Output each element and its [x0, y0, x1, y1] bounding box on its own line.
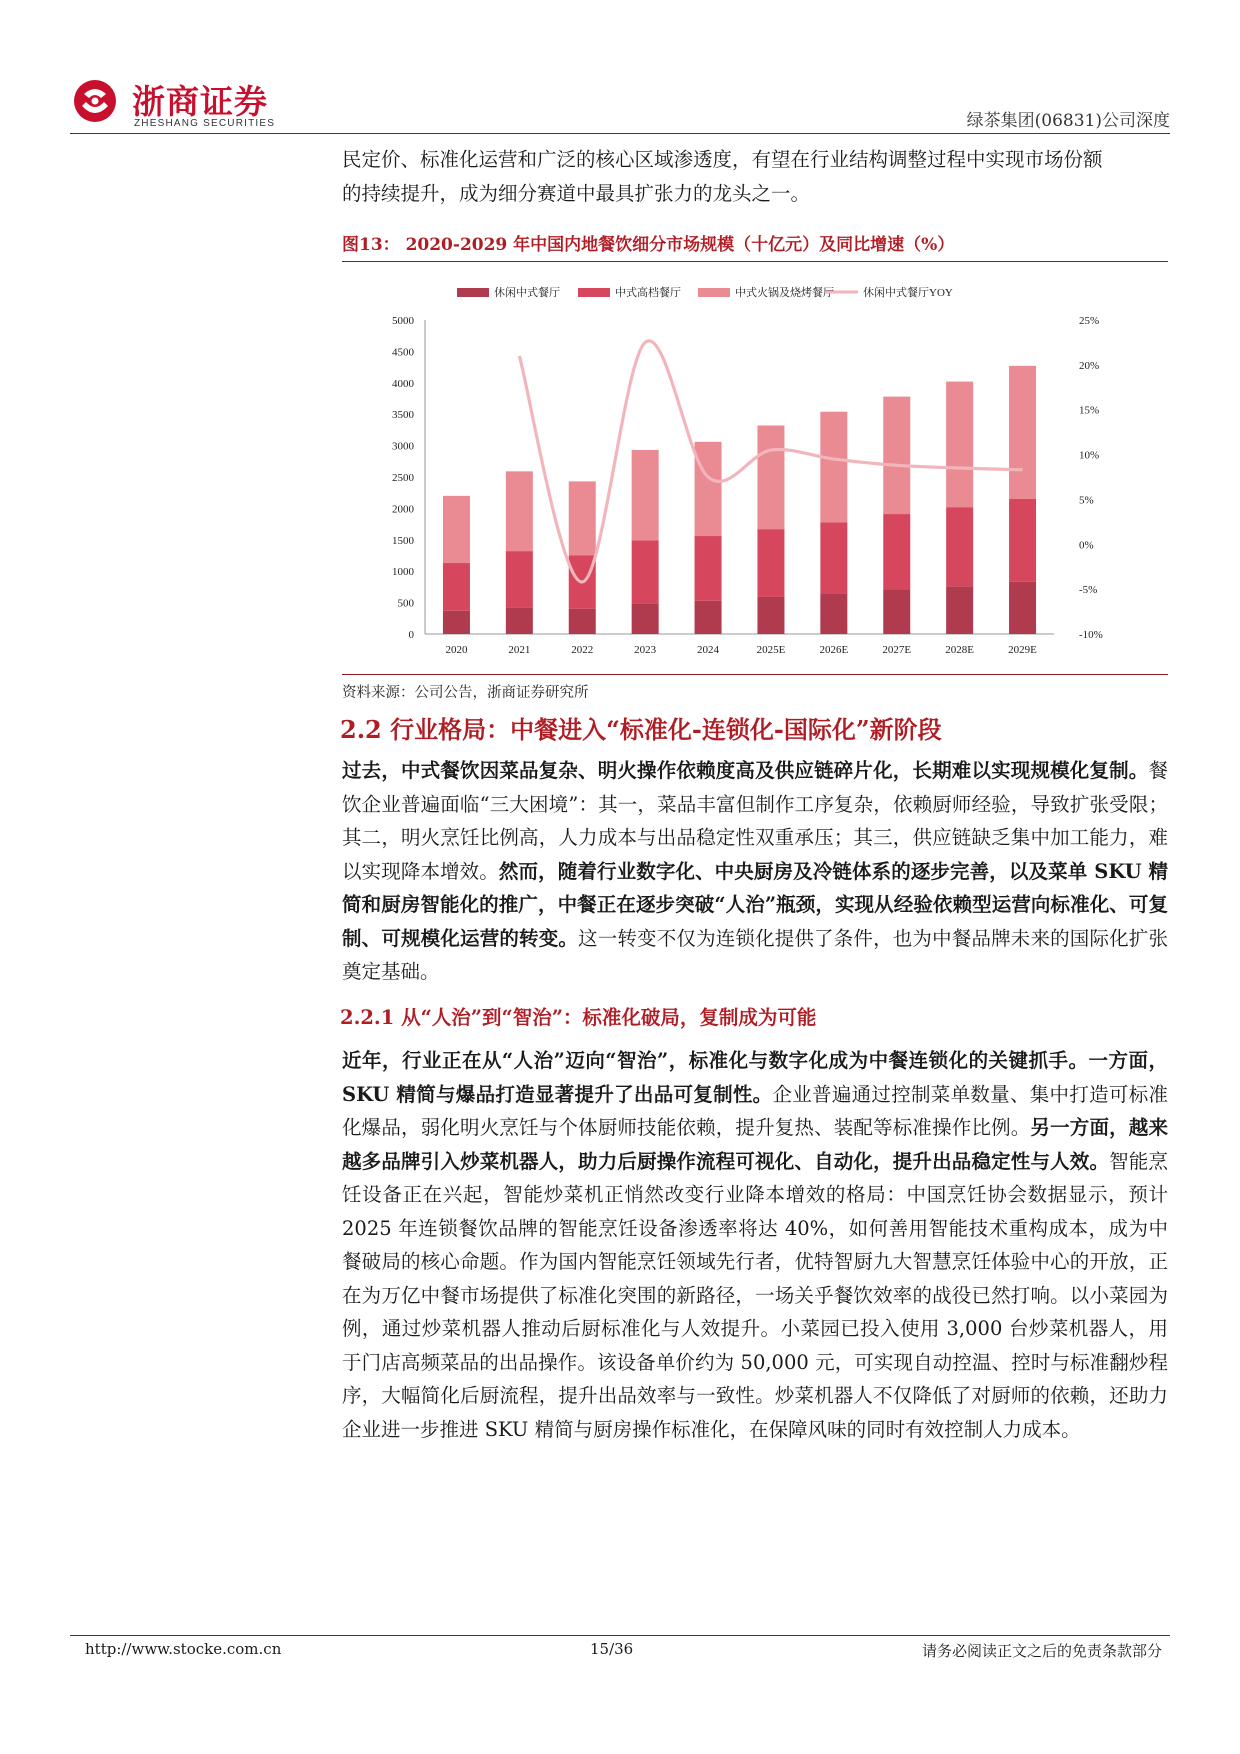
bar-segment-1: [632, 603, 659, 634]
x-tick-label: 2028E: [945, 644, 975, 656]
x-tick-label: 2026E: [819, 644, 849, 656]
y-tick-label-left: 5000: [392, 315, 414, 327]
x-tick-label: 2020: [445, 644, 468, 656]
bar-segment-2: [946, 507, 973, 586]
intro-line-1: 民定价、标准化运营和广泛的核心区域渗透度，有望在行业结构调整过程中实现市场份额: [342, 148, 1103, 171]
bar-segment-1: [695, 601, 722, 634]
y-tick-label-left: 1500: [392, 534, 414, 547]
bar-segment-3: [695, 442, 722, 536]
page-number: 15/36: [590, 1640, 634, 1658]
legend-swatch-2: [578, 288, 610, 297]
x-tick-label: 2021: [508, 644, 531, 656]
bar-segment-2: [506, 551, 533, 608]
bar-segment-1: [506, 608, 533, 634]
bar-segment-1: [1009, 582, 1036, 634]
bar-segment-3: [757, 426, 784, 530]
footer-url: http://www.stocke.com.cn: [85, 1640, 282, 1658]
y-tick-label-left: 0: [408, 629, 414, 641]
y-tick-label-left: 2000: [392, 503, 414, 516]
bar-segment-1: [820, 593, 847, 634]
y-tick-label-right: 20%: [1079, 359, 1100, 372]
bar-segment-3: [632, 450, 659, 540]
y-tick-label-left: 4500: [392, 346, 414, 359]
bar-segment-3: [443, 496, 470, 563]
y-tick-label-right: 0%: [1079, 539, 1094, 552]
legend-swatch-3: [698, 288, 730, 297]
bar-segment-2: [632, 540, 659, 603]
y-tick-label-right: -5%: [1079, 584, 1098, 597]
header-divider: [70, 133, 1170, 134]
section-heading: 2.2 行业格局：中餐进入“标准化-连锁化-国际化”新阶段: [340, 715, 942, 744]
bar-segment-2: [757, 529, 784, 597]
footer-disclaimer: 请务必阅读正文之后的免责条款部分: [921, 1642, 1162, 1660]
y-tick-label-right: 25%: [1079, 315, 1100, 327]
bar-segment-3: [506, 471, 533, 551]
x-tick-label: 2024: [697, 644, 720, 656]
company-logo-text: 浙商证券: [132, 82, 268, 121]
bar-segment-3: [883, 397, 910, 514]
intro-line-2: 的持续提升，成为细分赛道中最具扩张力的龙头之一。: [342, 182, 811, 205]
company-logo-en: ZHESHANG SECURITIES: [134, 118, 276, 129]
bar-segment-3: [820, 412, 847, 523]
bar-segment-1: [757, 597, 784, 634]
bar-segment-3: [1009, 366, 1036, 499]
bar-segment-2: [820, 522, 847, 593]
y-tick-label-right: 5%: [1079, 494, 1094, 507]
market-size-chart: [342, 266, 1168, 670]
y-tick-label-left: 500: [397, 597, 414, 610]
bar-segment-1: [443, 611, 470, 634]
x-tick-label: 2029E: [1008, 644, 1037, 656]
bar-segment-1: [569, 609, 596, 634]
figure-top-rule: [342, 261, 1168, 262]
document-title: 绿茶集团(06831)公司深度: [966, 111, 1170, 131]
y-tick-label-left: 4000: [392, 377, 414, 390]
bar-segment-1: [946, 586, 973, 634]
figure-title: 图13： 2020-2029 年中国内地餐饮细分市场规模（十亿元）及同比增速（%）: [342, 235, 955, 255]
legend-label: 中式火锅及烧烤餐厅: [735, 287, 834, 299]
section-paragraph-1: 过去，中式餐饮因菜品复杂、明火操作依赖度高及供应链碎片化，长期难以实现规模化复制。餐饮企业普遍面临“三大困境”：其一，菜品丰富但制作工序复杂，依赖厨师经验，导致扩张受限；其二，明火烹饪比例高，人力成本与出品稳定性双重承压；其三，供应链缺乏集中加工能力，难以实现降本增效。然而，随着行业数字化、中央厨房及冷链体系的逐步完善，以及菜单 SKU 精简和厨房智能化的推广，中餐正在逐步突破“人治”瓶颈，实现从经验依赖型运营向标准化、可复制、可规模化运营的转变。这一转变不仅为连锁化提供了条件，也为中餐品牌未来的国际化扩张奠定基础。: [342, 759, 1168, 983]
y-tick-label-left: 3500: [392, 409, 414, 422]
x-tick-label: 2025E: [756, 644, 786, 656]
bar-segment-2: [443, 563, 470, 611]
y-tick-label-left: 1000: [392, 566, 414, 579]
bar-segment-3: [946, 382, 973, 508]
x-tick-label: 2027E: [882, 644, 912, 656]
legend-label: 休闲中式餐厅YOY: [863, 287, 953, 299]
x-tick-label: 2023: [634, 644, 657, 656]
y-tick-label-left: 2500: [392, 472, 414, 484]
page-header: [70, 74, 1170, 132]
subsection-paragraph: 近年，行业正在从“人治”迈向“智治”，标准化与数字化成为中餐连锁化的关键抓手。一方面，SKU 精简与爆品打造显著提升了出品可复制性。企业普遍通过控制菜单数量、集中打造可标准化爆品，弱化明火烹饪与个体厨师技能依赖，提升复热、装配等标准操作比例。另一方面，越来越多品牌引入炒菜机器人，助力后厨操作流程可视化、自动化，提升出品稳定性与人效。智能烹饪设备正在兴起，智能炒菜机正悄然改变行业降本增效的格局：中国烹饪协会数据显示，预计 2025 年连锁餐饮品牌的智能烹饪设备渗透率将达 40%，如何善用智能技术重构成本，成为中餐破局的核心命题。作为国内智能烹饪领域先行者，优特智厨九大智慧烹饪体验中心的开放，正在为万亿中餐市场提供了标准化突围的新路径，一场关乎餐饮效率的战役已然打响。以小菜园为例，通过炒菜机器人推动后厨标准化与人效提升。小菜园已投入使用 3,000 台炒菜机器人，用于门店高频菜品的出品操作。该设备单价约为 50,000 元，可实现自动控温、控时与标准翻炒程序，大幅简化后厨流程，提升出品效率与一致性。炒菜机器人不仅降低了对厨师的依赖，还助力企业进一步推进 SKU 精简与厨房操作标准化，在保障风味的同时有效控制人力成本。: [342, 1049, 1168, 1441]
subsection-heading: 2.2.1 从“人治”到“智治”：标准化破局，复制成为可能: [340, 1006, 817, 1029]
bar-segment-2: [1009, 499, 1036, 582]
y-tick-label-left: 3000: [392, 440, 414, 453]
footer-divider: [70, 1635, 1170, 1636]
bar-segment-2: [883, 514, 910, 589]
figure-source: 资料来源：公司公告，浙商证券研究所: [342, 685, 589, 701]
bar-segment-1: [883, 589, 910, 634]
legend-label: 中式高档餐厅: [615, 287, 681, 299]
figure-bottom-rule: [342, 674, 1168, 675]
x-tick-label: 2022: [571, 644, 594, 656]
legend-swatch-1: [457, 288, 489, 297]
bar-segment-3: [569, 481, 596, 555]
y-tick-label-right: -10%: [1079, 629, 1103, 641]
y-tick-label-right: 10%: [1079, 449, 1100, 462]
bar-segment-2: [695, 536, 722, 601]
legend-label: 休闲中式餐厅: [494, 287, 560, 299]
zheshang-logo-icon: [72, 78, 122, 124]
y-tick-label-right: 15%: [1079, 404, 1100, 417]
